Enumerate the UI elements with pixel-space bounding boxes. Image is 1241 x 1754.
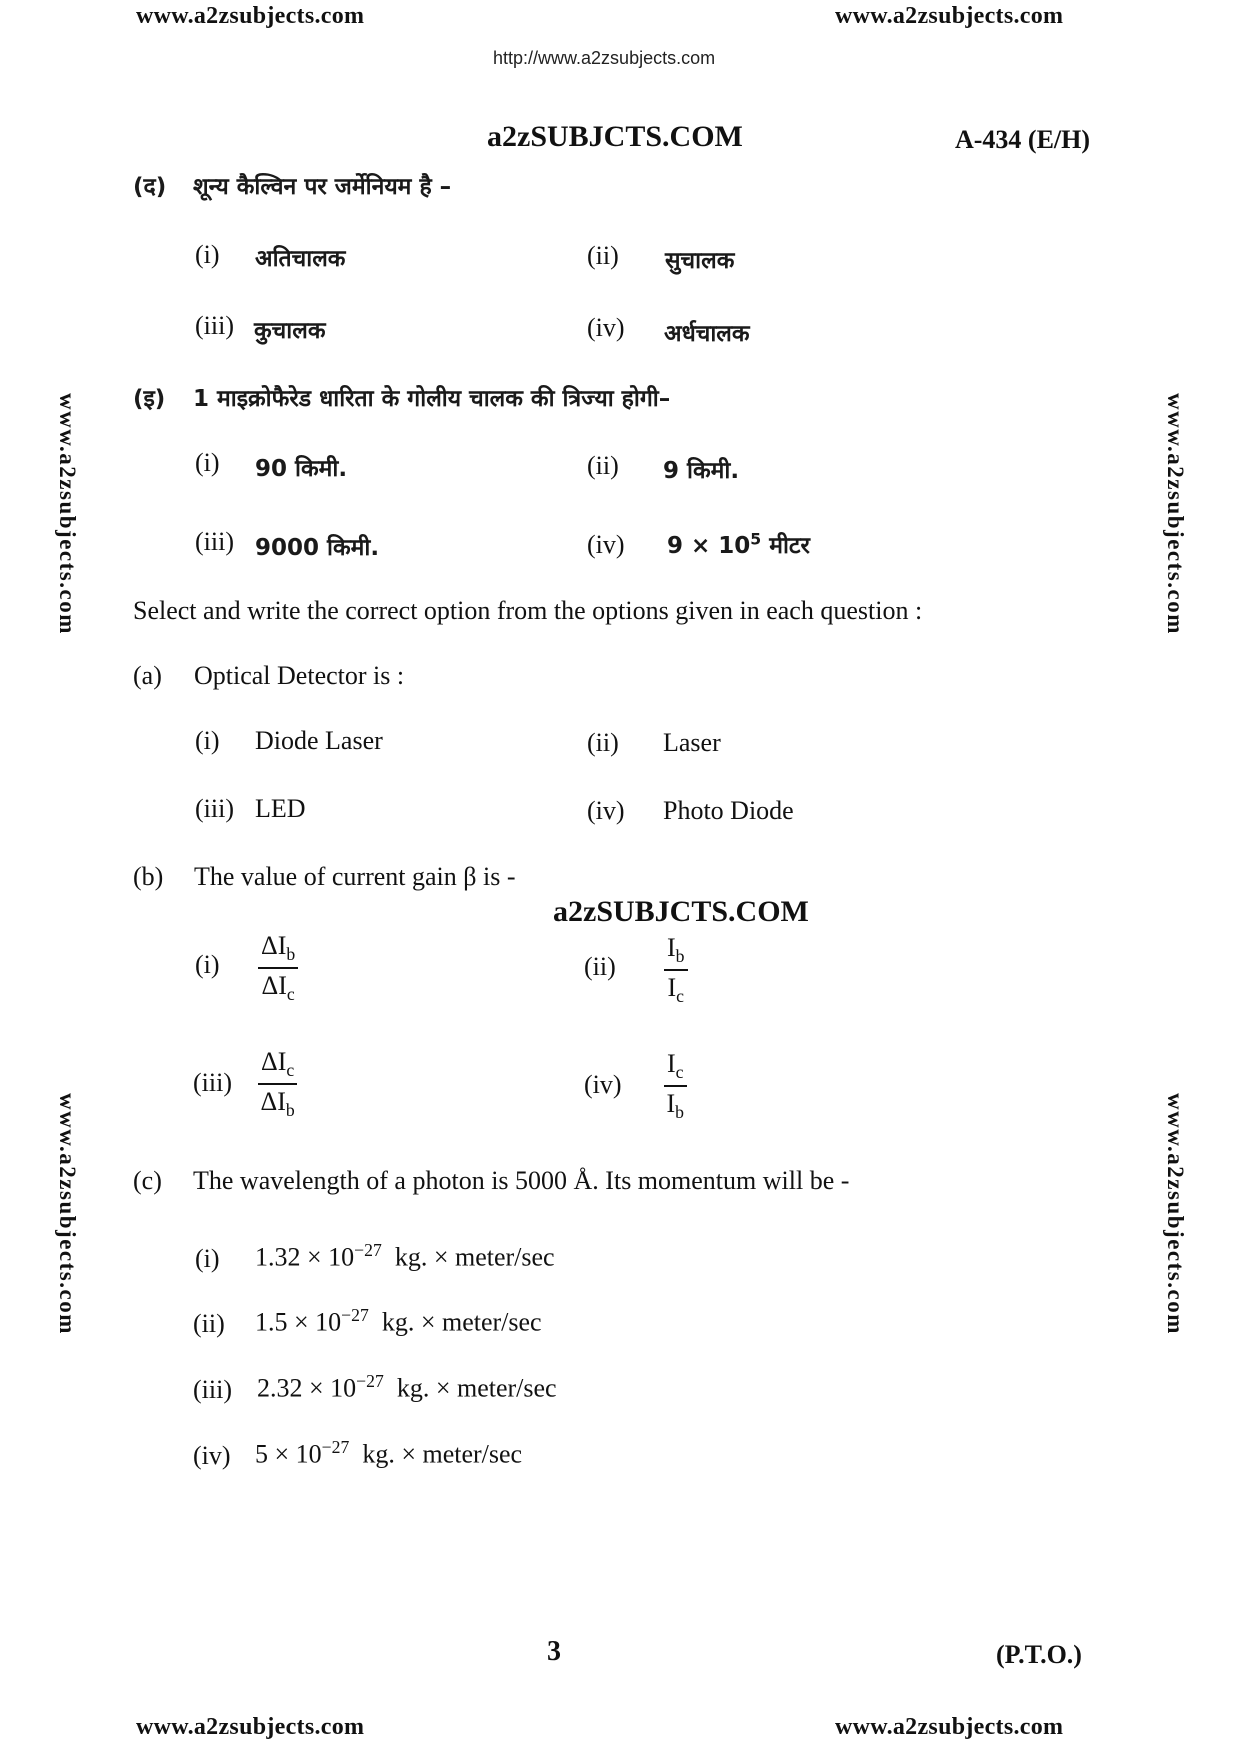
option-num: (ii) [584,952,616,981]
option-text-expression: $2.32 \times 10^{-27}$ kg. × meter/sec [257,1371,557,1403]
expression-exponent: 5 [750,529,762,549]
option-text-expression [667,528,810,560]
option-text: 9000 किमी. [255,535,380,561]
option-text: सुचालक [665,248,735,274]
option-num: (iii) [195,527,234,556]
instruction-text: Select and write the correct option from the options given in each question : [133,596,923,625]
option-num: (iii) [193,1068,232,1097]
source-url: http://www.a2zsubjects.com [493,48,716,68]
side-watermark-right-upper: www.a2zsubjects.com [1163,393,1188,635]
option-text: 90 किमी. [255,456,348,482]
side-watermark-right-lower: www.a2zsubjects.com [1163,1093,1188,1335]
option-text: कुचालक [254,318,326,344]
option-num: (i) [195,448,220,477]
option-num: (i) [195,1244,220,1273]
option-num: (iii) [195,311,234,340]
option-num: (iv) [587,796,625,825]
option-num: (iii) [195,794,234,823]
question-label-d: (द) [133,174,167,200]
question-text-c: The wavelength of a photon is 5000 Å. Its momentum will be - [193,1166,850,1195]
expression-base: 9 × 10 [667,533,751,559]
question-label-e: (इ) [133,386,166,412]
option-num: (i) [195,726,220,755]
question-label-c: (c) [133,1166,162,1195]
expression-unit: मीटर [769,533,810,559]
option-num: (iv) [584,1070,622,1099]
fraction-denominator: $I_c$ [667,972,685,1006]
option-num: (iv) [193,1441,231,1470]
option-text: Diode Laser [255,726,383,755]
fraction-numerator: $\Delta I_b$ [258,932,298,969]
fraction-denominator: $I_b$ [666,1088,685,1122]
option-text: अतिचालक [255,246,346,272]
side-watermark-left-upper: www.a2zsubjects.com [55,393,80,635]
watermark-bottom-right: www.a2zsubjects.com [835,1714,1064,1740]
option-num: (iv) [587,530,625,559]
option-text: अर्धचालक [664,321,750,347]
question-text-a: Optical Detector is : [194,661,405,690]
option-num: (iv) [587,313,625,342]
fraction-numerator: $I_c$ [664,1050,687,1087]
question-text-e: 1 माइक्रोफैरेड धारिता के गोलीय चालक की त्रिज्या होगी– [193,386,671,412]
page-number: 3 [547,1636,561,1667]
option-text-expression: $1.32 \times 10^{-27}$ kg. × meter/sec [255,1240,555,1272]
option-text: 9 किमी. [663,458,740,484]
watermark-top-right: www.a2zsubjects.com [835,3,1064,29]
question-label-b: (b) [133,862,164,891]
fraction-numerator: $\Delta I_c$ [258,1048,297,1085]
question-text-b: The value of current gain β is - [194,862,516,891]
fraction [664,1050,687,1122]
watermark-bottom-left: www.a2zsubjects.com [136,1714,365,1740]
option-num: (ii) [587,728,619,757]
question-text-d: शून्य कैल्विन पर जर्मेनियम है – [193,174,452,200]
fraction-numerator: $I_b$ [664,934,688,971]
fraction-denominator: $\Delta I_b$ [260,1086,295,1120]
option-num: (i) [195,950,220,979]
option-num: (ii) [587,451,619,480]
option-text-expression: $1.5 \times 10^{-27}$ kg. × meter/sec [255,1305,542,1337]
paper-code: A-434 (E/H) [955,125,1091,154]
option-num: (i) [195,240,220,269]
question-label-a: (a) [133,661,162,690]
option-text: Photo Diode [663,796,794,825]
fraction [258,1048,297,1120]
option-text: Laser [663,728,721,757]
pto-label: (P.T.O.) [996,1640,1082,1669]
fraction [258,932,298,1004]
option-num: (iii) [193,1375,232,1404]
fraction [664,934,688,1006]
option-text-expression: $5 \times 10^{-27}$ kg. × meter/sec [255,1437,523,1469]
fraction-denominator: $\Delta I_c$ [261,970,295,1004]
watermark-top-left: www.a2zsubjects.com [136,3,365,29]
option-num: (ii) [587,241,619,270]
site-header: a2zSUBJCTS.COM [487,120,743,153]
side-watermark-left-lower: www.a2zsubjects.com [55,1093,80,1335]
option-num: (ii) [193,1309,225,1338]
option-text: LED [255,794,306,823]
site-watermark-mid: a2zSUBJCTS.COM [553,895,809,928]
